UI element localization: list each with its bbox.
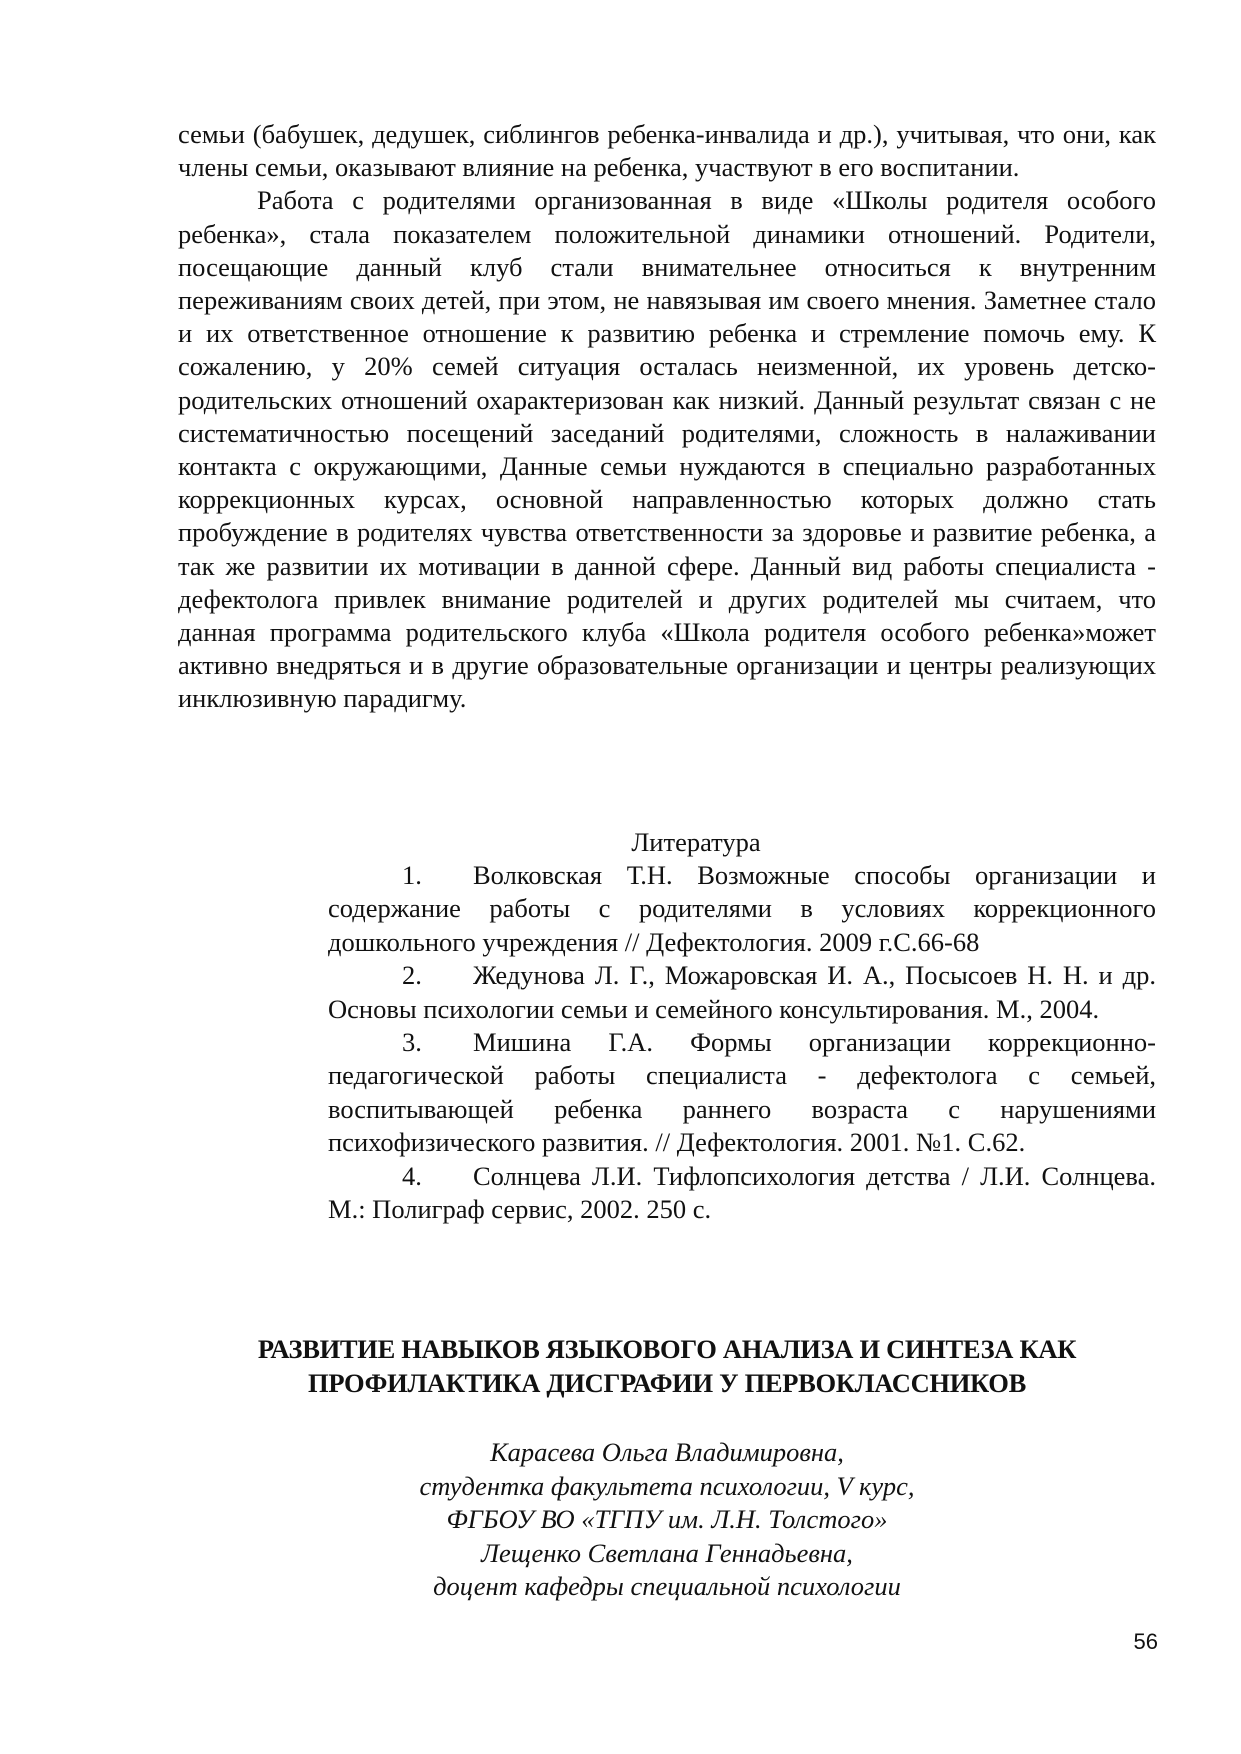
literature-item-text: Мишина Г.А. Формы организации коррекционно-педагогической работы специалиста - дефектолога с семьей, воспитывающей ребенка раннего возраста с нарушениями психофизического развития. // Дефектология. 2001. №1. С.62.: [328, 1027, 1156, 1158]
literature-heading: Литература: [631, 827, 761, 857]
literature-item-number: 4.: [402, 1160, 422, 1191]
article-title-line: ПРОФИЛАКТИКА ДИСГРАФИИ У ПЕРВОКЛАССНИКОВ: [308, 1368, 1026, 1398]
article-title: [178, 1332, 1156, 1400]
literature-item-text: Волковская Т.Н. Возможные способы организации и содержание работы с родителями в условиях коррекционного дошкольного учреждения // Дефектология. 2009 г.С.66-68: [328, 860, 1156, 957]
literature-item: [328, 1026, 1156, 1160]
literature-item: [328, 1160, 1156, 1227]
author-line: доцент кафедры специальной психологии: [433, 1571, 901, 1601]
literature-item-text: Жедунова Л. Г., Можаровская И. А., Посысоев Н. Н. и др. Основы психологии семьи и семейного консультирования. М., 2004.: [328, 960, 1156, 1024]
article-title-line: РАЗВИТИЕ НАВЫКОВ ЯЗЫКОВОГО АНАЛИЗА И СИНТЕЗА КАК: [257, 1334, 1077, 1364]
author-line: Карасева Ольга Владимировна,: [490, 1437, 844, 1467]
literature-item-number: 1.: [402, 860, 422, 890]
literature-list: [328, 859, 1156, 1226]
author-line: ФГБОУ ВО «ТГПУ им. Л.Н. Толстого»: [446, 1504, 888, 1534]
literature-item-number: 2.: [402, 960, 422, 991]
page-number: 56: [1133, 1629, 1158, 1654]
literature-item: [328, 959, 1156, 1026]
author-line: Лещенко Светлана Геннадьевна,: [481, 1537, 853, 1568]
literature-item-text: Солнцева Л.И. Тифлопсихология детства / Л.И. Солнцева. М.: Полиграф сервис, 2002. 250 с.: [328, 1160, 1156, 1225]
paragraph-parent-school: Работа с родителями организованная в виде «Школы родителя особого ребенка», стала показателем положительной динамики отношений. Родители, посещающие данный клуб стали внимательнее относиться к внутренним переживаниям своих детей, при этом, не навязывая им своего мнения. Заметнее стало и их ответственное отношение к развитию ребенка и стремление помочь ему. К сожалению, у 20% семей ситуация осталась неизменной, их уровень детско-родительских отношений охарактеризован как низкий. Данный результат связан с не систематичностью посещений заседаний родителями, сложность в налаживании контакта с окружающими, Данные семьи нуждаются в специально разработанных коррекционных курсах, основной направленностью которых должно стать пробуждение в родителях чувства ответственности за здоровье и развитие ребенка, а так же развитии их мотивации в данной сфере. Данный вид работы специалиста - дефектолога привлек внимание родителей и других родителей мы считаем, что данная программа родительского клуба «Школа родителя особого ребенка»может активно внедряться и в другие образовательные организации и центры реализующих инклюзивную парадигму.: [178, 185, 1156, 714]
literature-item: [328, 859, 1156, 959]
body-text: [178, 118, 1156, 716]
author-block: [178, 1436, 1156, 1604]
author-line: студентка факультета психологии, V курс,: [419, 1470, 915, 1501]
literature-item-number: 3.: [402, 1027, 422, 1058]
paragraph-continuation: семьи (бабушек, дедушек, сиблингов ребенка-инвалида и др.), учитывая, что они, как члены семьи, оказывают влияние на ребенка, участвуют в его воспитании.: [178, 119, 1156, 183]
